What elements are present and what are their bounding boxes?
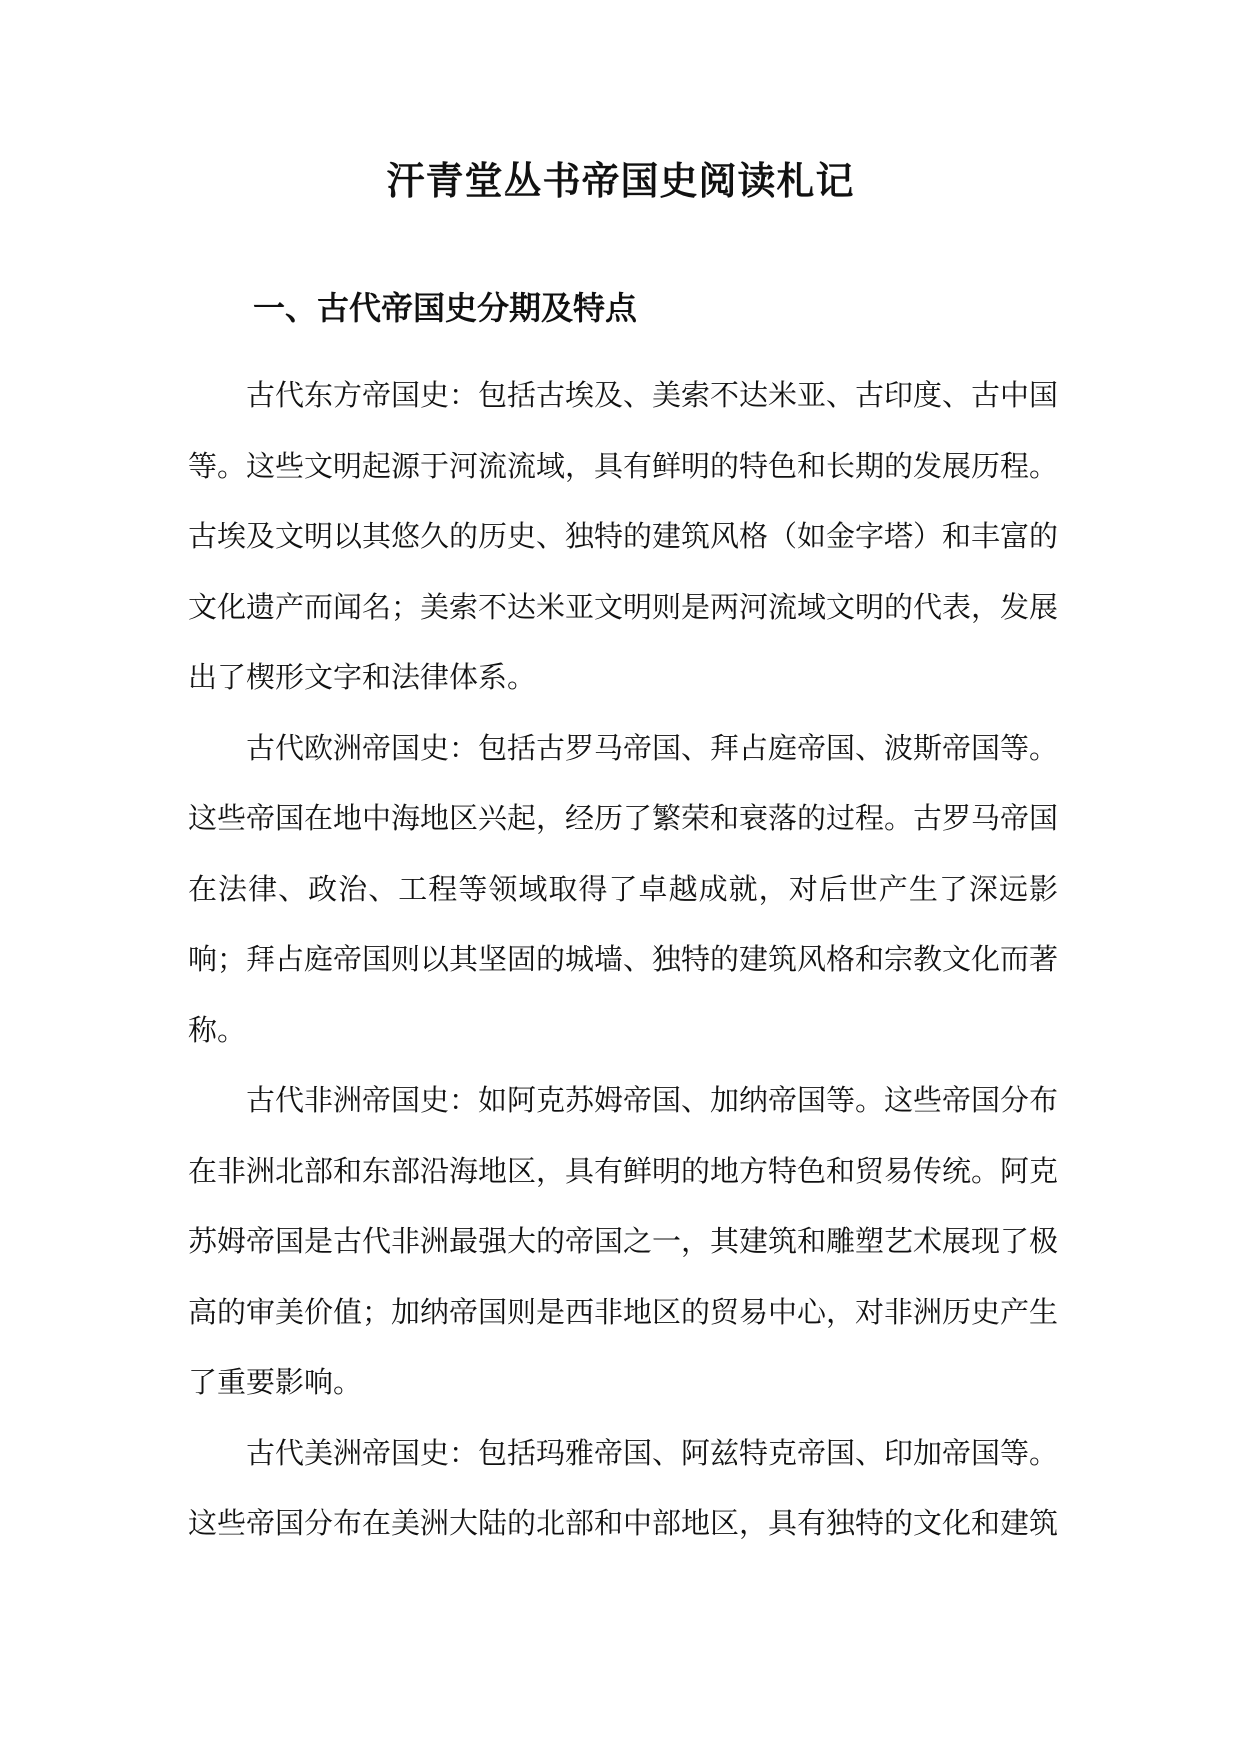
section-body	[188, 360, 1058, 1559]
paragraph-european-empires: 古代欧洲帝国史：包括古罗马帝国、拜占庭帝国、波斯帝国等。这些帝国在地中海地区兴起，经历了繁荣和衰落的过程。古罗马帝国在法律、政治、工程等领域取得了卓越成就，对后世产生了深远影响；拜占庭帝国则以其坚固的城墙、独特的建筑风格和宗教文化而著称。	[188, 730, 1059, 1047]
document-title: 汗青堂丛书帝国史阅读札记	[386, 158, 855, 203]
paragraph-american-empires: 古代美洲帝国史：包括玛雅帝国、阿兹特克帝国、印加帝国等。这些帝国分布在美洲大陆的北部和中部地区，具有独特的文化和建筑	[188, 1435, 1059, 1540]
paragraph-eastern-empires: 古代东方帝国史：包括古埃及、美索不达米亚、古印度、古中国等。这些文明起源于河流流域，具有鲜明的特色和长期的发展历程。古埃及文明以其悠久的历史、独特的建筑风格（如金字塔）和丰富的文化遗产而闻名；美索不达米亚文明则是两河流域文明的代表，发展出了楔形文字和法律体系。	[188, 378, 1059, 694]
paragraph-african-empires: 古代非洲帝国史：如阿克苏姆帝国、加纳帝国等。这些帝国分布在非洲北部和东部沿海地区，具有鲜明的地方特色和贸易传统。阿克苏姆帝国是古代非洲最强大的帝国之一，其建筑和雕塑艺术展现了极高的审美价值；加纳帝国则是西非地区的贸易中心，对非洲历史产生了重要影响。	[188, 1083, 1059, 1399]
section-heading: 一、古代帝国史分期及特点	[253, 289, 638, 327]
